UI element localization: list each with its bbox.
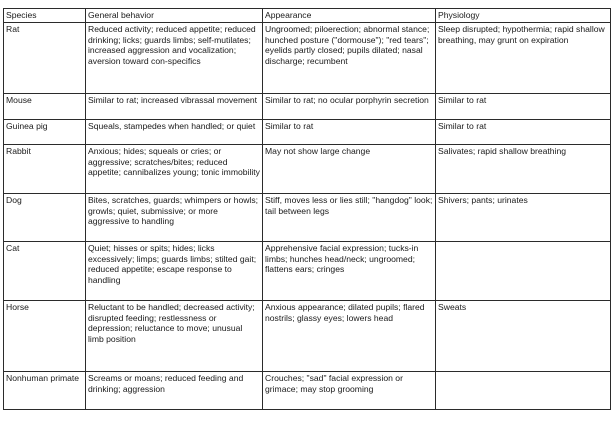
header-general-behavior: General behavior [86,9,263,23]
appearance-cell: Anxious appearance; dilated pupils; flared nostrils; glassy eyes; lowers head [263,301,436,372]
table-row [4,120,611,145]
table-row [4,194,611,242]
header-species: Species [4,9,86,23]
appearance-cell: Ungroomed; piloerection; abnormal stance; hunched posture ("dormouse"); "red tears"; eyelids partly closed; pupils dilated; nasal discharge; recumbent [263,23,436,94]
appearance-cell: Similar to rat [263,120,436,145]
physiology-cell: Similar to rat [436,94,611,120]
physiology-cell [436,372,611,410]
behavior-cell: Quiet; hisses or spits; hides; licks excessively; limps; guards limbs; stilted gait; reduced appetite; escape response to handling [86,242,263,301]
appearance-cell: Crouches; "sad" facial expression or grimace; may stop grooming [263,372,436,410]
table-row [4,242,611,301]
species-cell: Horse [4,301,86,372]
physiology-cell: Similar to rat [436,120,611,145]
behavior-cell: Reluctant to be handled; decreased activity; disrupted feeding; restlessness or depression; reluctance to move; unusual limb position [86,301,263,372]
physiology-cell: Sleep disrupted; hypothermia; rapid shallow breathing, may grunt on expiration [436,23,611,94]
header-appearance: Appearance [263,9,436,23]
table-row [4,301,611,372]
behavior-cell: Reduced activity; reduced appetite; reduced drinking; licks; guards limbs; self-mutilates; increased aggression and vocalization; aversion toward con-specifics [86,23,263,94]
behavior-cell: Bites, scratches, guards; whimpers or howls; growls; quiet, submissive; or more aggressive to handling [86,194,263,242]
behavior-cell: Anxious; hides; squeals or cries; or aggressive; scratches/bites; reduced appetite; cannibalizes young; tonic immobility [86,145,263,194]
table-row [4,145,611,194]
table-row [4,23,611,94]
header-physiology: Physiology [436,9,611,23]
physiology-cell: Shivers; pants; urinates [436,194,611,242]
behavior-cell: Squeals, stampedes when handled; or quiet [86,120,263,145]
table-header-row [4,9,611,23]
behavior-cell: Similar to rat; increased vibrassal movement [86,94,263,120]
appearance-cell: May not show large change [263,145,436,194]
appearance-cell: Stiff, moves less or lies still; "hangdog" look; tail between legs [263,194,436,242]
species-cell: Rat [4,23,86,94]
species-cell: Guinea pig [4,120,86,145]
species-cell: Nonhuman primate [4,372,86,410]
appearance-cell: Similar to rat; no ocular porphyrin secretion [263,94,436,120]
behavior-cell: Screams or moans; reduced feeding and drinking; aggression [86,372,263,410]
table-row [4,372,611,410]
table-row [4,94,611,120]
species-cell: Dog [4,194,86,242]
species-cell: Rabbit [4,145,86,194]
physiology-cell: Sweats [436,301,611,372]
species-cell: Cat [4,242,86,301]
species-cell: Mouse [4,94,86,120]
physiology-cell [436,242,611,301]
appearance-cell: Apprehensive facial expression; tucks-in limbs; hunches head/neck; ungroomed; flattens ears; cringes [263,242,436,301]
physiology-cell: Salivates; rapid shallow breathing [436,145,611,194]
pain-signs-table [3,8,611,410]
